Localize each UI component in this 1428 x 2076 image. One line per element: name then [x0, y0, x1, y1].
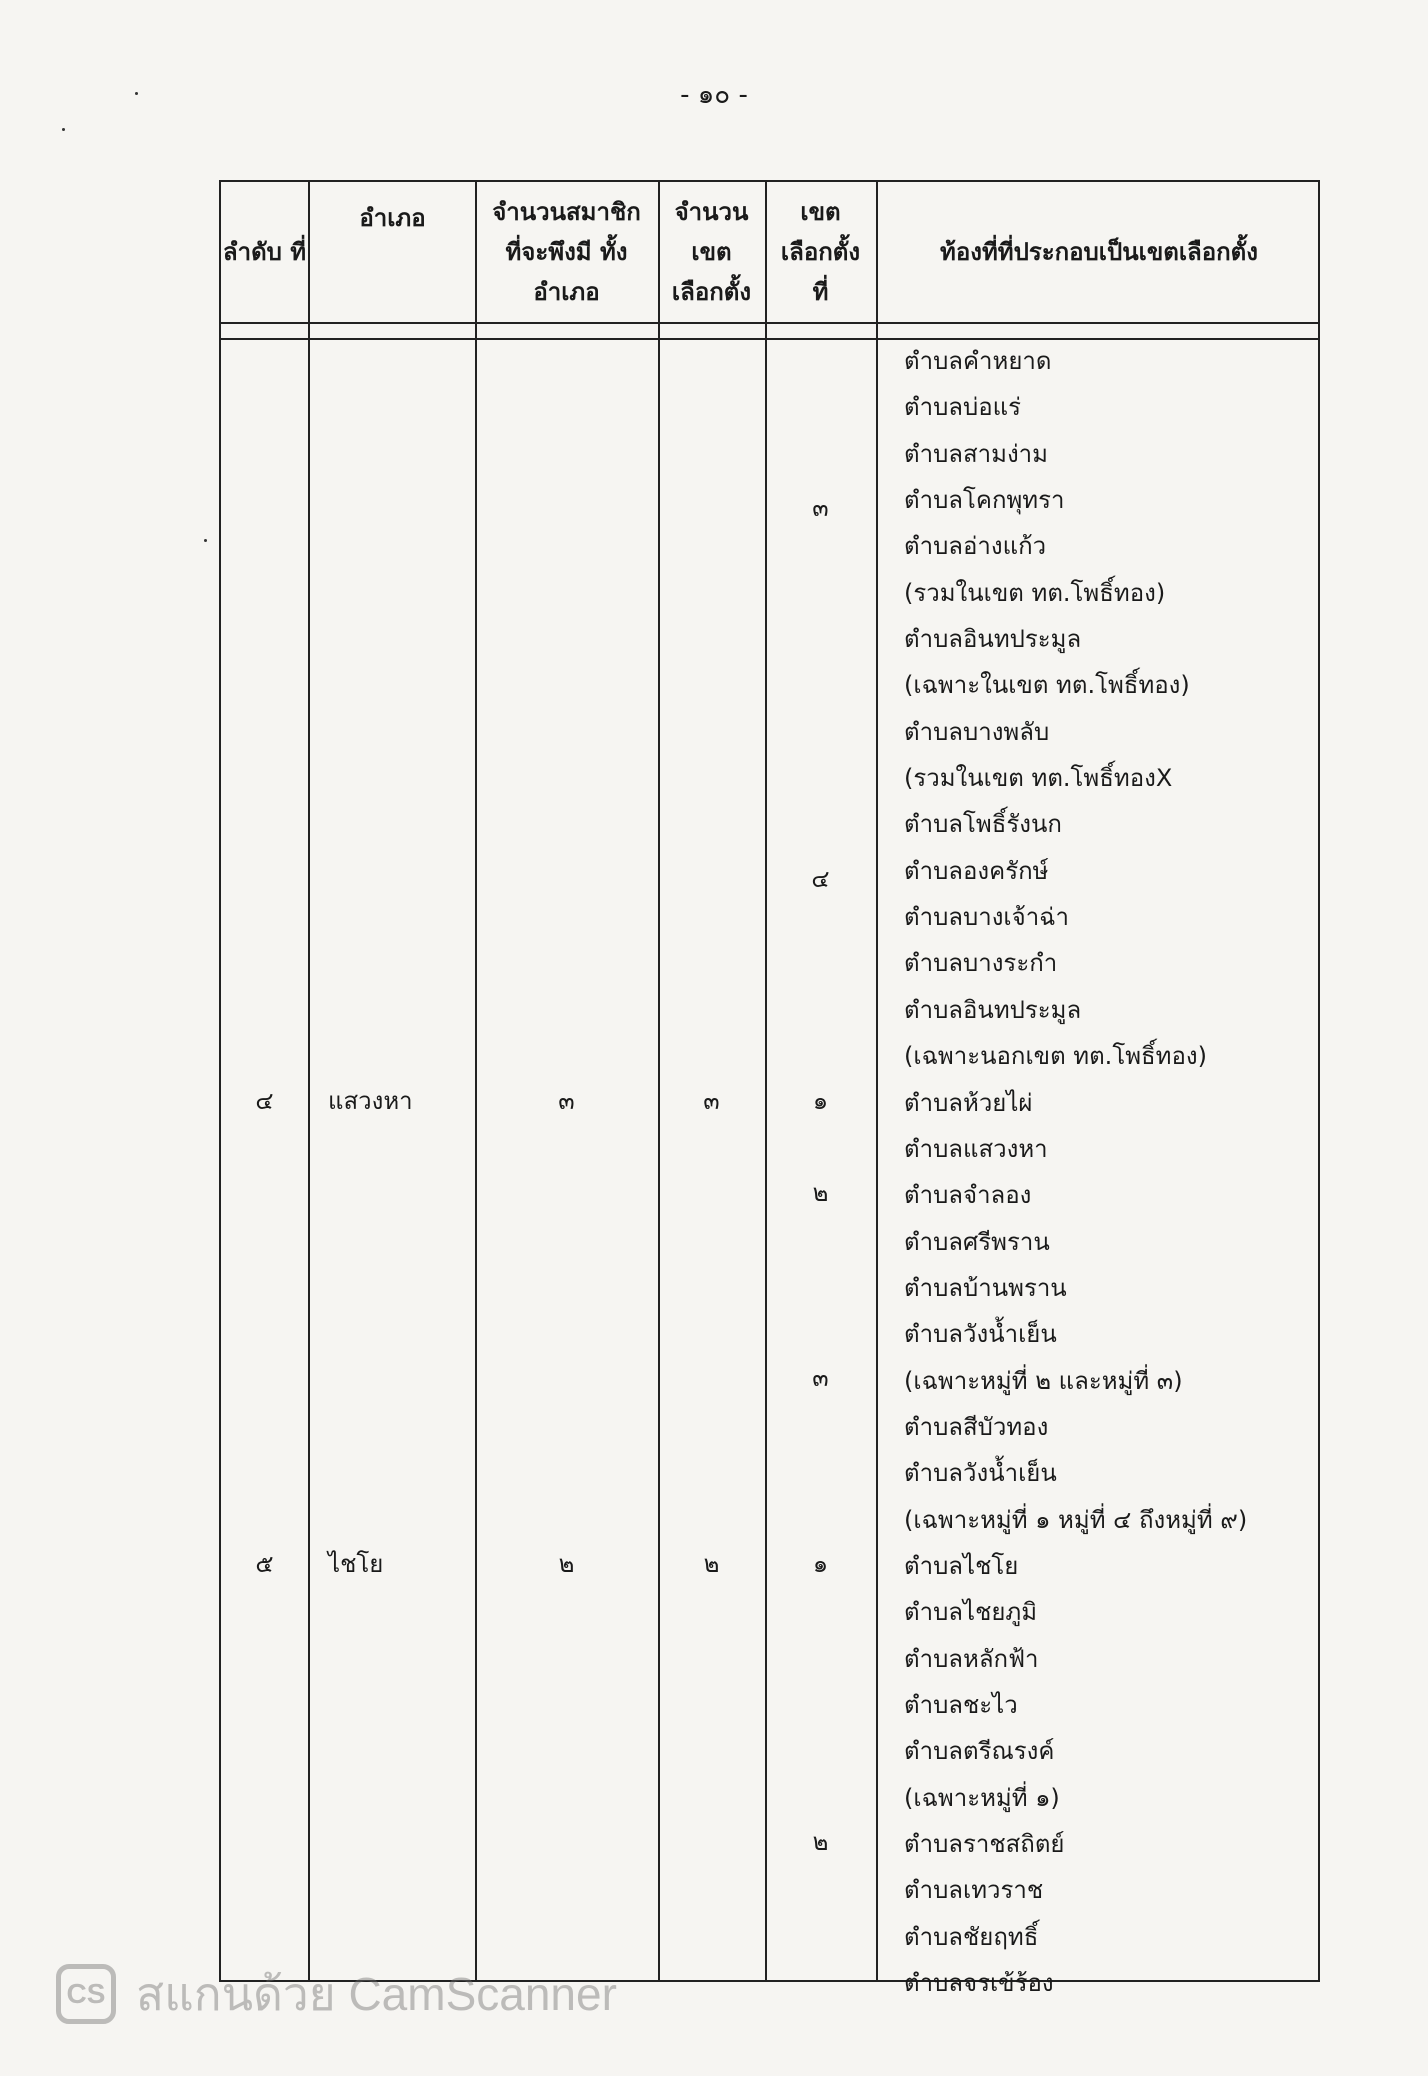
row-members: ๓ — [558, 1087, 575, 1115]
row-district: แสวงหา — [328, 1087, 413, 1115]
area-item: ตำบลสามง่าม — [904, 439, 1048, 468]
header-order: ลำดับ ที่ — [222, 238, 307, 266]
area-item: ตำบลบางระกำ — [904, 949, 1058, 978]
zone-number: ๓ — [812, 494, 829, 522]
area-item: ตำบลอินทประมูล — [904, 995, 1082, 1024]
area-item: (รวมในเขต ทต.โพธิ์ทองX — [904, 764, 1173, 793]
area-item: ตำบลห้วยไผ่ — [904, 1088, 1033, 1117]
row-members: ๒ — [558, 1550, 575, 1578]
area-item: (เฉพาะนอกเขต ทต.โพธิ์ทอง) — [904, 1042, 1207, 1071]
area-item: ตำบลชะไว — [904, 1690, 1018, 1719]
row-order: ๔ — [255, 1087, 274, 1115]
area-item: ตำบลโคกพุทรา — [904, 486, 1065, 515]
area-item: ตำบลวังน้ำเย็น — [904, 1459, 1057, 1488]
area-item: (เฉพาะในเขต ทต.โพธิ์ทอง) — [904, 671, 1190, 700]
header-areas: ท้องที่ที่ประกอบเป็นเขตเลือกตั้ง — [940, 238, 1258, 266]
area-item: ตำบลชัยฤทธิ์ — [904, 1922, 1039, 1951]
camscanner-watermark — [56, 1962, 617, 2026]
area-item: ตำบลคำหยาด — [904, 347, 1052, 375]
header-zone-number: เขต เลือกตั้ง ที่ — [780, 198, 861, 306]
watermark-text: สแกนด้วย CamScanner — [136, 1967, 617, 2020]
area-item: ตำบลโพธิ์รังนก — [904, 810, 1062, 839]
area-item: ตำบลอินทประมูล — [904, 625, 1082, 654]
area-item: (เฉพาะหมู่ที่ ๒ และหมู่ที่ ๓) — [904, 1366, 1183, 1395]
area-item: ตำบลศรีพราน — [904, 1227, 1050, 1256]
area-item: ตำบลสีบัวทอง — [904, 1412, 1049, 1441]
electoral-zone-table — [219, 180, 1320, 1998]
zone-number: ๔ — [811, 865, 830, 893]
scan-speck — [135, 92, 138, 95]
area-item: ตำบลบางเจ้าฉ่า — [904, 903, 1069, 932]
area-item: ตำบลหลักฟ้า — [904, 1644, 1039, 1673]
area-item: ตำบลจรเข้ร้อง — [904, 1969, 1054, 1998]
area-item: ตำบลจำลอง — [904, 1181, 1032, 1210]
zone-number: ๒ — [812, 1828, 829, 1856]
area-item: ตำบลไชยภูมิ — [904, 1598, 1038, 1627]
row-zones-count: ๒ — [703, 1550, 720, 1578]
page-number: - ๑๐ - — [680, 80, 748, 110]
area-item: ตำบลราชสถิตย์ — [904, 1830, 1065, 1858]
header-district: อำเภอ — [359, 204, 426, 232]
area-item: ตำบลบางพลับ — [904, 717, 1050, 746]
area-item: (เฉพาะหมู่ที่ ๑ หมู่ที่ ๔ ถึงหมู่ที่ ๙) — [904, 1505, 1248, 1534]
header-zones-count: จำนวน เขต เลือกตั้ง — [671, 198, 752, 306]
header-members: จำนวนสมาชิก ที่จะพึงมี ทั้งอำเภอ — [492, 198, 641, 306]
area-item: ตำบลอ่างแก้ว — [904, 532, 1047, 561]
row-district: ไชโย — [328, 1550, 384, 1578]
scan-speck — [204, 539, 207, 542]
area-item: ตำบลตรีณรงค์ — [904, 1737, 1055, 1766]
zone-number: ๑ — [812, 1087, 829, 1115]
area-item: ตำบลเทวราช — [904, 1876, 1044, 1905]
area-item: ตำบลบ้านพราน — [904, 1273, 1067, 1302]
area-item: ตำบลวังน้ำเย็น — [904, 1320, 1057, 1349]
zone-number: ๑ — [812, 1550, 829, 1578]
area-item: (เฉพาะหมู่ที่ ๑) — [904, 1783, 1060, 1812]
row-order: ๕ — [255, 1550, 274, 1578]
area-list — [890, 338, 1310, 2006]
area-item: (รวมในเขต ทต.โพธิ์ทอง) — [904, 578, 1166, 607]
area-item: ตำบลบ่อแร่ — [904, 393, 1022, 422]
zone-number: ๒ — [812, 1179, 829, 1207]
camscanner-logo-icon: CS — [56, 1964, 116, 2024]
zone-number: ๓ — [812, 1364, 829, 1392]
scan-speck — [62, 128, 65, 131]
area-item: ตำบลไชโย — [904, 1551, 1019, 1580]
row-zones-count: ๓ — [703, 1087, 720, 1115]
area-item: ตำบลแสวงหา — [904, 1134, 1048, 1163]
area-item: ตำบลองครักษ์ — [904, 856, 1049, 885]
